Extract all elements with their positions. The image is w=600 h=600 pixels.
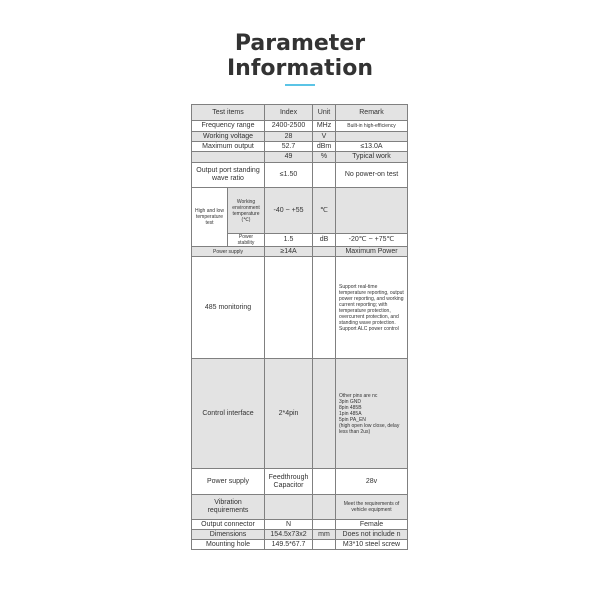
- cell-index: ≤1.50: [265, 163, 313, 188]
- cell-index: 1.5: [265, 234, 313, 247]
- table-row: [192, 152, 408, 163]
- page-title-line-1: Parameter: [234, 31, 366, 56]
- cell-remark: M3*10 steel screw: [336, 540, 408, 550]
- cell-remark: -20℃ ~ +75℃: [336, 234, 408, 247]
- table-row: [192, 247, 408, 257]
- cell-index: 49: [265, 152, 313, 163]
- cell-unit: [313, 469, 336, 495]
- header-remark: Remark: [336, 105, 408, 121]
- table-row: [192, 121, 408, 132]
- table-row: [192, 359, 408, 469]
- cell-item: Control interface: [192, 359, 265, 469]
- cell-remark: Support real-time temperature reporting, output power reporting, and working current reporting; with temperature protection, overcurrent protection, and standing wave protection. Support ALC power control: [336, 257, 408, 359]
- cell-unit: [313, 540, 336, 550]
- table-row: [192, 469, 408, 495]
- cell-index: 2400-2500: [265, 121, 313, 132]
- cell-remark: No power-on test: [336, 163, 408, 188]
- table-row: [192, 520, 408, 530]
- table-row: [192, 540, 408, 550]
- cell-index: 28: [265, 132, 313, 142]
- table-row: [192, 257, 408, 359]
- table-row: [192, 495, 408, 520]
- cell-unit: [313, 257, 336, 359]
- cell-item: Vibration requirements: [192, 495, 265, 520]
- table-row: [192, 188, 408, 234]
- cell-unit: ℃: [313, 188, 336, 234]
- cell-index: 154.5x73x2: [265, 530, 313, 540]
- cell-index: [265, 257, 313, 359]
- cell-remark: Built-in high-efficiency: [336, 121, 408, 132]
- header-unit: Unit: [313, 105, 336, 121]
- cell-remark: Does not include n: [336, 530, 408, 540]
- cell-subitem: Working environment temperature (℃): [228, 188, 265, 234]
- cell-unit: [313, 359, 336, 469]
- cell-remark: Meet the requirements of vehicle equipment: [336, 495, 408, 520]
- cell-remark: Other pins are nc 3pin GND 8pin 485B 1pin 485A 5pin PA_EN (high open low close, delay less than 2us): [336, 359, 408, 469]
- cell-remark: [336, 132, 408, 142]
- cell-index: -40 ~ +55: [265, 188, 313, 234]
- cell-remark: Maximum Power: [336, 247, 408, 257]
- cell-remark: Female: [336, 520, 408, 530]
- cell-index: 2*4pin: [265, 359, 313, 469]
- cell-item: [192, 152, 265, 163]
- cell-unit: [313, 495, 336, 520]
- parameter-table: [191, 104, 408, 550]
- table-row: [192, 142, 408, 152]
- cell-item: Frequency range: [192, 121, 265, 132]
- cell-index: Feedthrough Capacitor: [265, 469, 313, 495]
- cell-index: 52.7: [265, 142, 313, 152]
- cell-index: 149.5*67.7: [265, 540, 313, 550]
- cell-item: Output port standing wave ratio: [192, 163, 265, 188]
- cell-unit: dB: [313, 234, 336, 247]
- cell-unit: %: [313, 152, 336, 163]
- cell-unit: [313, 163, 336, 188]
- cell-index: [265, 495, 313, 520]
- cell-unit: dBm: [313, 142, 336, 152]
- cell-item: Output connector: [192, 520, 265, 530]
- cell-subitem: Power stability: [228, 234, 265, 247]
- cell-index: N: [265, 520, 313, 530]
- cell-index: ≥14A: [265, 247, 313, 257]
- cell-remark: [336, 188, 408, 234]
- cell-item: Mounting hole: [192, 540, 265, 550]
- cell-item: Power supply: [192, 247, 265, 257]
- cell-unit: mm: [313, 530, 336, 540]
- cell-item: Dimensions: [192, 530, 265, 540]
- header-index: Index: [265, 105, 313, 121]
- cell-item: Working voltage: [192, 132, 265, 142]
- cell-remark: Typical work: [336, 152, 408, 163]
- cell-unit: [313, 247, 336, 257]
- table-row: [192, 132, 408, 142]
- cell-item: Power supply: [192, 469, 265, 495]
- cell-remark: 28v: [336, 469, 408, 495]
- cell-item: High and low temperature test: [192, 188, 228, 247]
- cell-item: Maximum output: [192, 142, 265, 152]
- table-row: [192, 163, 408, 188]
- cell-unit: MHz: [313, 121, 336, 132]
- cell-unit: V: [313, 132, 336, 142]
- page-title-line-2: Information: [227, 56, 373, 81]
- cell-unit: [313, 520, 336, 530]
- title-accent-line: [285, 84, 315, 86]
- cell-item: 485 monitoring: [192, 257, 265, 359]
- header-row: [192, 105, 408, 121]
- cell-remark: ≤13.0A: [336, 142, 408, 152]
- table-row: [192, 530, 408, 540]
- header-test-items: Test items: [192, 105, 265, 121]
